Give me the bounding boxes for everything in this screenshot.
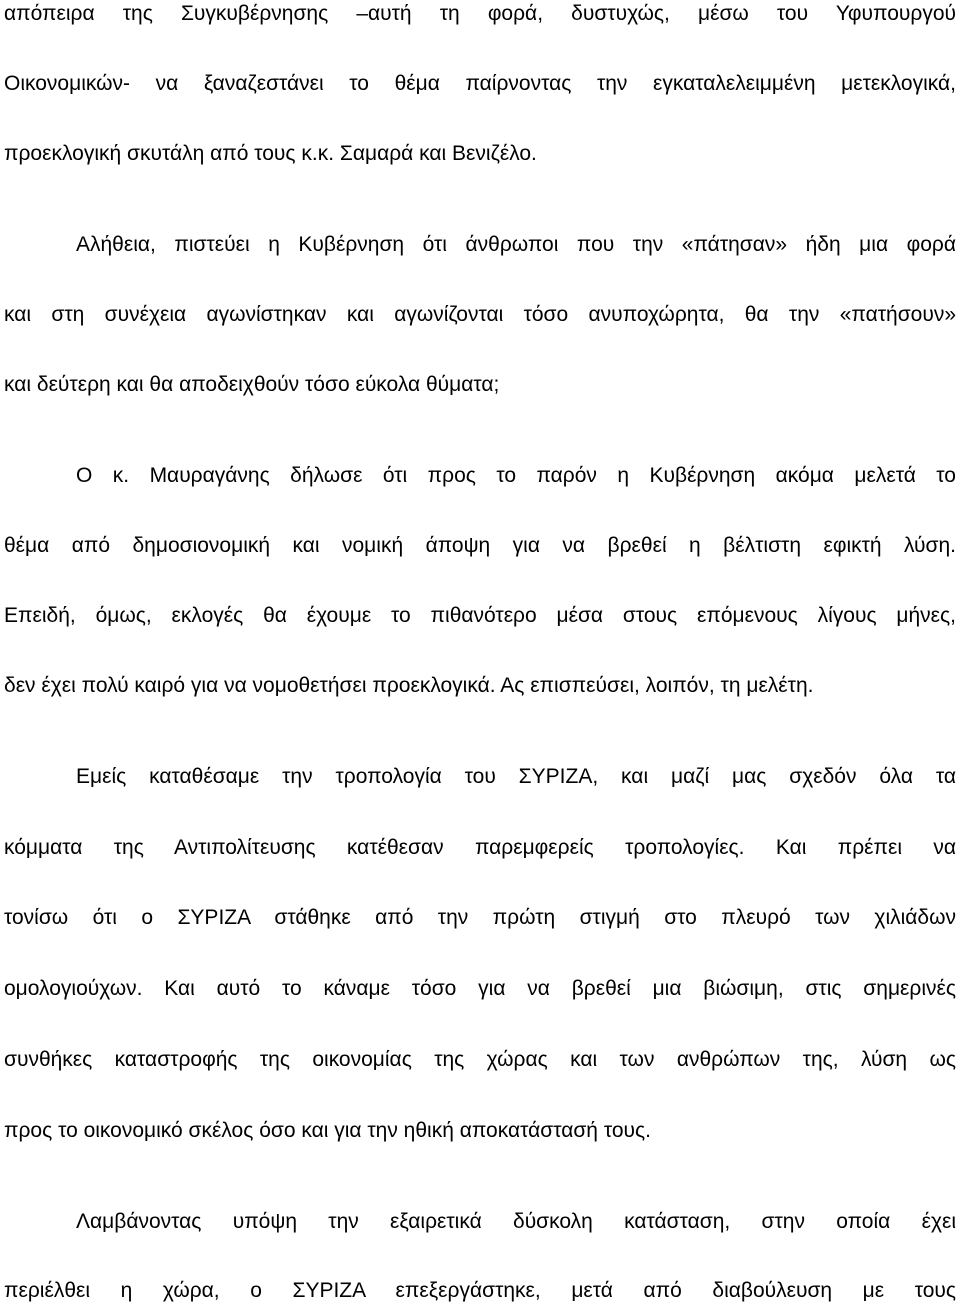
paragraph-4-line-3: τονίσω ότι ο ΣΥΡΙΖΑ στάθηκε από την πρώτη στιγμή στο πλευρό των χιλιάδων — [4, 906, 956, 929]
paragraph-3-line-4: δεν έχει πολύ καιρό για να νομοθετήσει προεκλογικά. Ας επισπεύσει, λοιπόν, τη μελέτη. — [4, 674, 814, 697]
paragraph-3-line-1: Ο κ. Μαυραγάνης δήλωσε ότι προς το παρόν η Κυβέρνηση ακόμα μελετά το — [76, 464, 956, 487]
paragraph-4-line-5: συνθήκες καταστροφής της οικονομίας της χώρας και των ανθρώπων της, λύση ως — [4, 1048, 956, 1071]
paragraph-2-line-1: Αλήθεια, πιστεύει η Κυβέρνηση ότι άνθρωποι που την «πάτησαν» ήδη μια φορά — [76, 233, 956, 256]
paragraph-1-line-1: απόπειρα της Συγκυβέρνησης –αυτή τη φορά, δυστυχώς, μέσω του Υφυπουργού — [4, 2, 956, 25]
paragraph-1-line-3: προεκλογική σκυτάλη από τους κ.κ. Σαμαρά και Βενιζέλο. — [4, 142, 537, 165]
paragraph-4-line-2: κόμματα της Αντιπολίτευσης κατέθεσαν παρεμφερείς τροπολογίες. Και πρέπει να — [4, 836, 956, 859]
paragraph-4-line-6: προς το οικονομικό σκέλος όσο και για την ηθική αποκατάστασή τους. — [4, 1119, 651, 1142]
paragraph-3-line-2: θέμα από δημοσιονομική και νομική άποψη για να βρεθεί η βέλτιστη εφικτή λύση. — [4, 534, 956, 557]
paragraph-4-line-4: ομολογιούχων. Και αυτό το κάναμε τόσο για να βρεθεί μια βιώσιμη, στις σημερινές — [4, 977, 956, 1000]
paragraph-4-line-1: Εμείς καταθέσαμε την τροπολογία του ΣΥΡΙΖΑ, και μαζί μας σχεδόν όλα τα — [76, 765, 956, 788]
paragraph-2-line-2: και στη συνέχεια αγωνίστηκαν και αγωνίζονται τόσο ανυποχώρητα, θα την «πατήσουν» — [4, 303, 956, 326]
paragraph-1-line-2: Οικονομικών- να ξαναζεστάνει το θέμα παίρνοντας την εγκαταλελειμμένη μετεκλογικά, — [4, 72, 956, 95]
paragraph-5-line-1: Λαμβάνοντας υπόψη την εξαιρετικά δύσκολη κατάσταση, στην οποία έχει — [76, 1210, 956, 1233]
paragraph-3-line-3: Επειδή, όμως, εκλογές θα έχουμε το πιθανότερο μέσα στους επόμενους λίγους μήνες, — [4, 604, 956, 627]
paragraph-5-line-2: περιέλθει η χώρα, ο ΣΥΡΙΖΑ επεξεργάστηκε, μετά από διαβούλευση με τους — [4, 1279, 956, 1302]
paragraph-2-line-3: και δεύτερη και θα αποδειχθούν τόσο εύκολα θύματα; — [4, 373, 500, 396]
